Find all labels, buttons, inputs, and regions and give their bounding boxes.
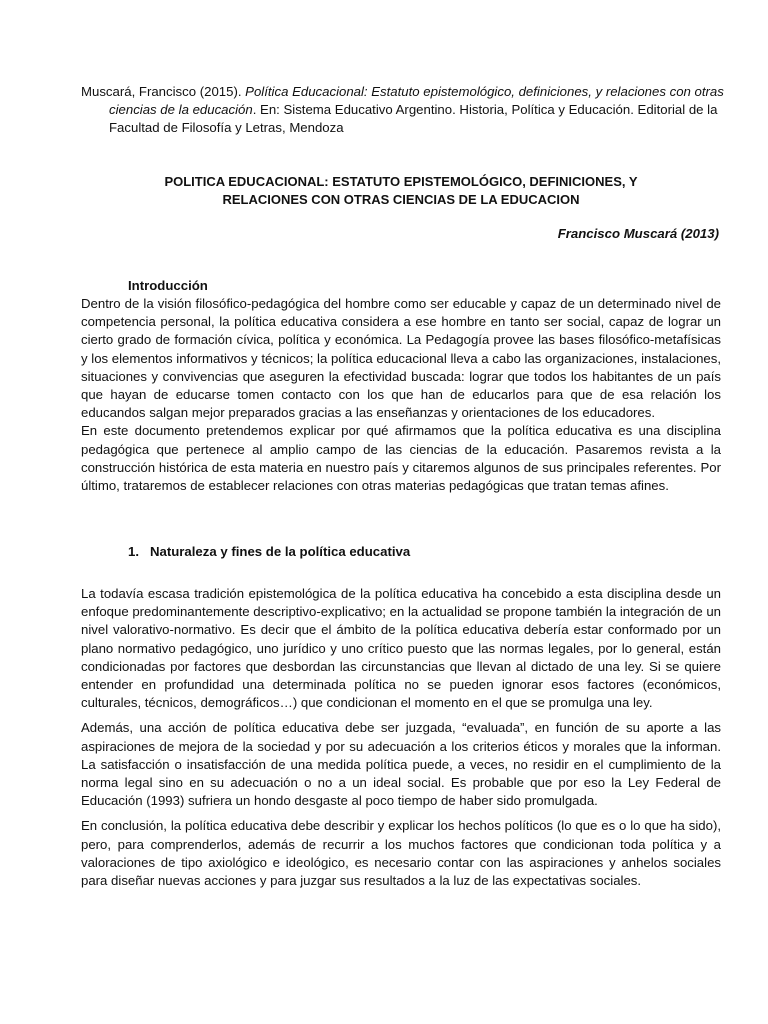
section-1-body [81, 585, 721, 897]
section-1-number: 1. [128, 544, 139, 559]
document-title-line-2: RELACIONES CON OTRAS CIENCIAS DE LA EDUCACION [222, 192, 580, 207]
introduction-paragraph-2: En este documento pretendemos explicar por qué afirmamos que la política educativa es una disciplina pedagógica que pertenece al amplio campo de las ciencias de la educación. Pasaremos revista a la construcción histórica de esta materia en nuestro país y citaremos algunos de sus principales referentes. Por último, trataremos de establecer relaciones con otras materias pedagógicas que tratan temas afines. [81, 423, 721, 494]
document-title [81, 173, 721, 209]
introduction-paragraph-1: Dentro de la visión filosófico-pedagógica del hombre como ser educable y capaz de un determinado nivel de competencia personal, la política educativa considera a ese hombre en tanto ser social, capaz de lograr un cierto grado de formación cívica, política y económica. La Pedagogía provee las bases filosófico-metafísicas y los elementos informativos y técnicos; la política educacional lleva a cabo las organizaciones, instalaciones, situaciones y convivencias que aseguren la efectividad buscada: lograr que todos los habitantes de un país que hayan de educarse tomen contacto con los que han de educarlos para que de esa relación los educandos salgan mejor preparados gracias a las enseñanzas y orientaciones de los educadores. [81, 296, 721, 421]
bibliographic-citation [81, 83, 749, 138]
citation-author-year: Muscará, Francisco (2015). [81, 84, 246, 99]
section-1-paragraph-1: La todavía escasa tradición epistemológica de la política educativa ha concebido a esta disciplina desde un enfoque predominantemente descriptivo-explicativo; en la actualidad se propone también la integración de un nivel valorativo-normativo. Es decir que el ámbito de la política educativa debería estar conformado por un plano normativo pedagógico, uno jurídico y uno crítico puesto que las normas legales, por lo general, están condicionadas por factores que desbordan las circunstancias que llevan al dictado de una ley. Si se quiere entender en profundidad una determinada política no se pueden ignorar esos factores (económicos, culturales, técnicos, demográficos…) que condicionan el momento en el que se promulga una ley. [81, 586, 722, 711]
document-title-line-1: POLITICA EDUCACIONAL: ESTATUTO EPISTEMOLÓGICO, DEFINICIONES, Y [164, 174, 638, 189]
section-1-paragraph-3: En conclusión, la política educativa debe describir y explicar los hechos políticos (lo que es o lo que ha sido), pero, para comprenderlos, además de recurrir a los muchos factores que condicionan toda política y a valoraciones de tipo axiológico e ideológico, es necesario contar con las aspiraciones y anhelos sociales para diseñar nuevas acciones y para juzgar sus resultados a la luz de las expectativas sociales. [81, 818, 721, 889]
document-author: Francisco Muscará (2013) [557, 226, 719, 241]
introduction-body [81, 295, 721, 495]
section-1-paragraph-2: Además, una acción de política educativa debe ser juzgada, “evaluada”, en función de su aporte a las aspiraciones de mejora de la sociedad y por su adecuación a los criterios éticos y morales que la informan. La satisfacción o insatisfacción de una medida política puede, a veces, no residir en el cumplimiento de la norma legal sino en su adecuación o no a un ideal social. Es probable que por eso la Ley Federal de Educación (1993) sufriera un hondo desgaste al poco tiempo de haber sido promulgada. [81, 720, 721, 809]
introduction-heading: Introducción [128, 278, 208, 293]
citation-work-title: Política Educacional: Estatuto epistemológico, definiciones, y relaciones con otras ciencias de la educación [109, 84, 724, 118]
citation-publication-info: . En: Sistema Educativo Argentino. Historia, Política y Educación. Editorial de la Facultad de Filosofía y Letras, Mendoza [109, 102, 718, 136]
section-1-heading [128, 543, 410, 561]
section-1-title: Naturaleza y fines de la política educativa [150, 544, 411, 559]
